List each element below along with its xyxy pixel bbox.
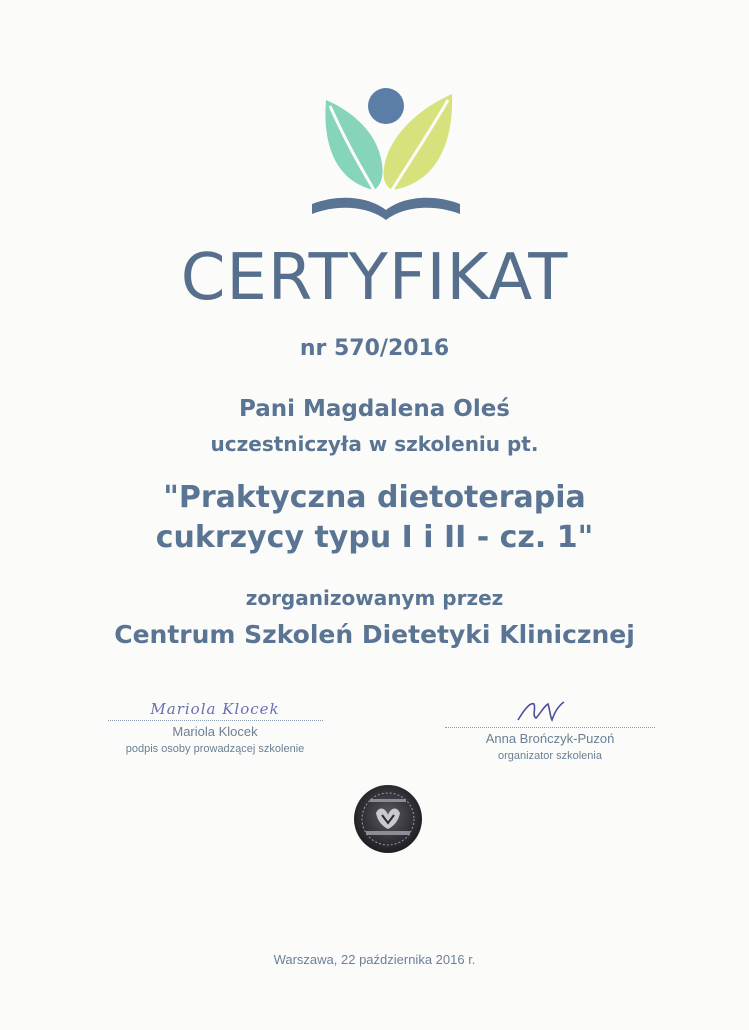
handwritten-signature-left: Mariola Klocek [150, 700, 280, 718]
participated-text: uczestniczyła w szkoleniu pt. [210, 432, 539, 456]
place-and-date: Warszawa, 22 października 2016 r. [273, 952, 476, 967]
recipient-name: Pani Magdalena Oleś [239, 396, 510, 422]
signer-role-left: podpis osoby prowadzącej szkolenie [125, 743, 305, 755]
organizer-name: Centrum Szkoleń Dietetyki Klinicznej [114, 620, 635, 649]
course-title-line-2: cukrzycy typu I i II - cz. 1" [155, 520, 594, 555]
signature-line-right [445, 727, 655, 728]
signer-role-right: organizator szkolenia [498, 750, 602, 762]
security-hologram-icon [352, 783, 424, 855]
certificate-title: CERTYFIKAT [180, 241, 569, 315]
organized-by-text: zorganizowanym przez [245, 586, 504, 610]
signature-block-right [440, 700, 660, 764]
signer-name-left: Mariola Klocek [172, 724, 258, 739]
certificate-number: nr 570/2016 [299, 336, 450, 361]
signature-line-left [108, 720, 323, 721]
course-title-line-1: "Praktyczna dietoterapia [163, 480, 586, 515]
handwritten-signature-right-icon [440, 700, 660, 722]
leaves-book-logo-icon [308, 86, 464, 226]
signer-name-right: Anna Brończyk-Puzoń [485, 731, 615, 746]
course-title [0, 478, 749, 558]
signature-block-left [100, 700, 330, 757]
